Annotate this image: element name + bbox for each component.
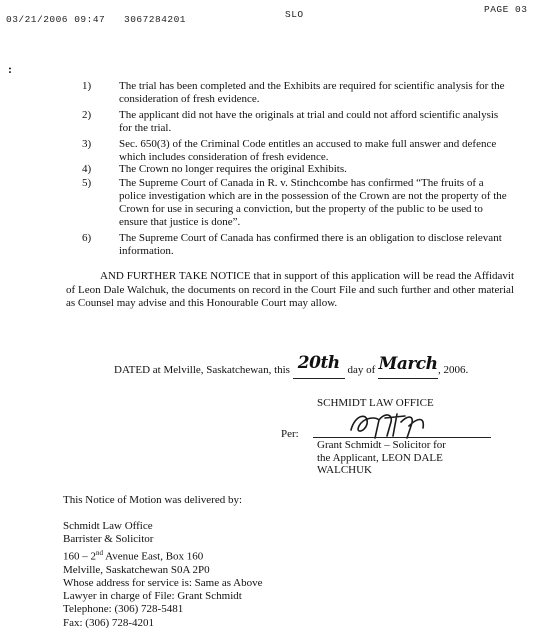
signer-line-2: the Applicant, LEON DALE [317, 451, 443, 464]
handwritten-day: 20th [297, 353, 340, 373]
fax: Fax: (306) 728-4201 [63, 616, 155, 629]
margin-mark: : [8, 62, 12, 76]
ground-text: The applicant did not have the originals at trial and could not afford scientific analysis for the trial. [119, 109, 499, 134]
signer-line-1: Grant Schmidt – Solicitor for [317, 439, 446, 451]
ground-text: The Supreme Court of Canada in R. v. Stinchcombe has confirmed “The fruits of a police investigation which are in the possession of the Crown are not the property of the Crown for use in securing a conviction, but the property of the public to be used to ensure that justice is done”. [119, 177, 507, 228]
ground-number: 6) [82, 232, 92, 244]
street-number: 160 – 2 [63, 550, 96, 563]
dated-line [114, 353, 469, 379]
month-blank [378, 354, 438, 379]
handwritten-month: March [378, 354, 438, 374]
ground-text: The trial has been completed and the Exhibits are required for scientific analysis for the consideration of fresh evidence. [119, 80, 505, 105]
signer-line-3: WALCHUK [317, 464, 372, 476]
ordinal-suffix: nd [96, 548, 103, 557]
dated-middle: day of [347, 364, 376, 376]
ground-text: Sec. 650(3) of the Criminal Code entitles an accused to make full answer and defence which includes consideration of fresh evidence. [119, 138, 497, 163]
address-for-service: Whose address for service is: Same as Above [63, 576, 263, 589]
further-notice-paragraph: AND FURTHER TAKE NOTICE that in support of this application will be read the Affidavit of Leon Dale Walchuk, the documents on record in the Court File and such further and other material as Counsel may advise and this Honourable Court may allow. [66, 270, 514, 309]
address-firm: Schmidt Law Office [63, 520, 153, 532]
street-name: Avenue East, Box 160 [103, 550, 204, 563]
lawyer-in-charge: Lawyer in charge of File: Grant Schmidt [63, 590, 242, 603]
delivered-by-heading: This Notice of Motion was delivered by: [63, 494, 243, 506]
signer-details [317, 439, 517, 477]
fax-page: PAGE 03 [484, 4, 528, 15]
fax-code: SLO [285, 9, 304, 20]
telephone: Telephone: (306) 728-5481 [63, 603, 184, 616]
dated-prefix: DATED at Melville, Saskatchewan, this [114, 364, 290, 376]
ground-number: 4) [82, 163, 92, 175]
address-street [63, 547, 262, 564]
firm-name: SCHMIDT LAW OFFICE [317, 397, 434, 409]
ground-number: 3) [82, 138, 92, 150]
ground-text: The Crown no longer requires the original Exhibits. [119, 163, 347, 175]
address-city: Melville, Saskatchewan S0A 2P0 [63, 563, 210, 576]
address-title: Barrister & Solicitor [63, 533, 154, 546]
address-block [63, 520, 262, 630]
ground-number: 2) [82, 109, 92, 121]
ground-text: The Supreme Court of Canada has confirmed there is an obligation to disclose relevant information. [119, 232, 502, 257]
ground-number: 5) [82, 177, 92, 189]
per-label: Per: [281, 428, 299, 440]
fax-number: 3067284201 [124, 14, 187, 25]
ground-number: 1) [82, 80, 92, 92]
signature-line [313, 437, 491, 438]
fax-datetime: 03/21/2006 09:47 [6, 14, 106, 25]
day-blank [293, 353, 345, 379]
dated-suffix: , 2006. [438, 364, 469, 376]
